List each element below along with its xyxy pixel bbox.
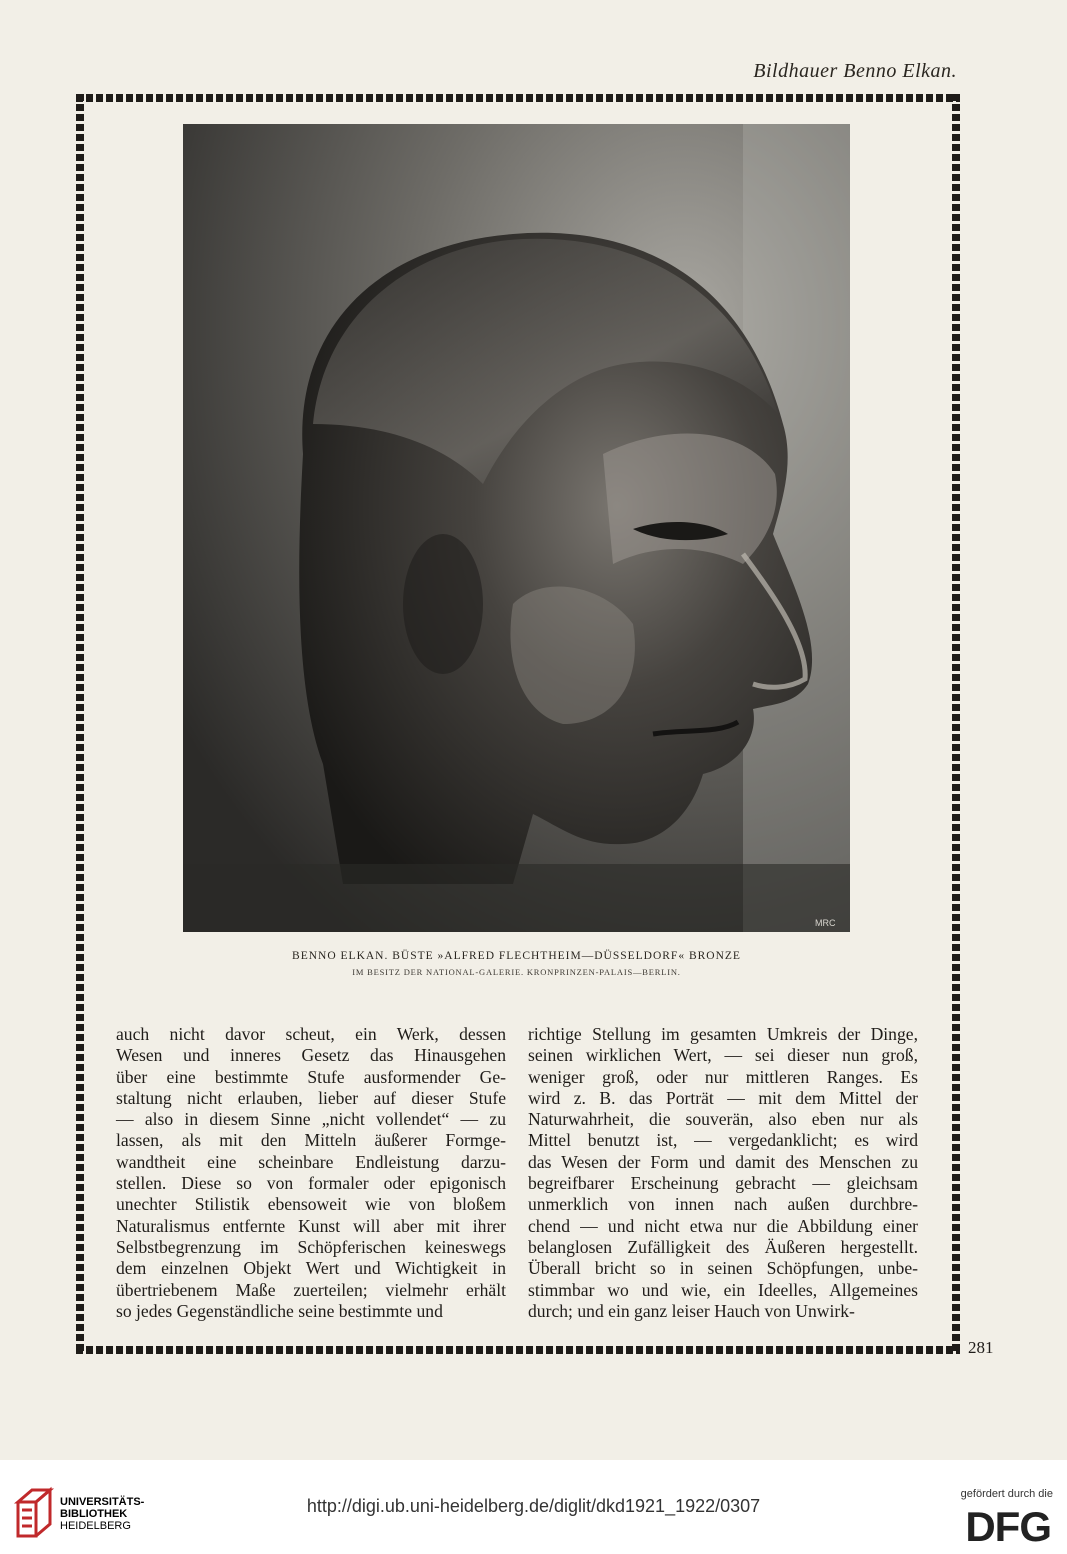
text-line: belanglosen Zufälligkeit des Äußeren hergestellt. — [528, 1236, 918, 1257]
text-line: Selbstbegrenzung im Schöpferischen keineswegs — [116, 1236, 506, 1257]
photo-monogram: MRC — [815, 918, 836, 928]
text-line: Mittel benutzt ist, — vergedanklicht; es wird — [528, 1130, 918, 1151]
frame-bottom-border — [76, 1346, 960, 1354]
text-line: lassen, als mit den Mitteln äußerer Formge- — [116, 1130, 506, 1151]
frame-top-border — [76, 94, 960, 102]
text-line: wird z. B. das Porträt — mit dem Mittel der — [528, 1087, 918, 1108]
funding-note: gefördert durch die — [960, 1488, 1053, 1500]
text-line: — also in diesem Sinne „nicht vollendet“ — zu — [116, 1109, 506, 1130]
library-name-line: BIBLIOTHEK — [60, 1508, 128, 1520]
text-line: stellen. Diese so von formaler oder epigonisch — [116, 1173, 506, 1194]
permalink-url[interactable]: http://digi.ub.uni-heidelberg.de/diglit/dkd1921_1922/0307 — [306, 1496, 761, 1516]
text-line: wandtheit eine scheinbare Endleistung darzu- — [116, 1151, 506, 1172]
text-line: Wesen und inneres Gesetz das Hinausgehen — [116, 1045, 506, 1066]
figure-caption: BENNO ELKAN. BÜSTE »ALFRED FLECHTHEIM—DÜSSELDORF« BRONZE — [292, 950, 741, 962]
text-line: übertriebenem Maße zuerteilen; vielmehr erhält — [116, 1279, 506, 1300]
text-line: chend — und nicht etwa nur die Abbildung einer — [528, 1215, 918, 1236]
text-line: richtige Stellung im gesamten Umkreis der Dinge, — [528, 1024, 918, 1044]
text-line: über eine bestimmte Stufe ausformender Ge- — [116, 1066, 506, 1087]
text-line: Naturalismus entfernte Kunst will aber mit ihrer — [116, 1215, 506, 1236]
text-line: weniger groß, oder nur mittleren Ranges. Es — [528, 1066, 918, 1087]
frame-left-border — [76, 94, 84, 1354]
text-line: Naturwahrheit, die souverän, also eben nur als — [528, 1109, 918, 1130]
text-line: dem einzelnen Objekt Wert und Wichtigkeit in — [116, 1258, 506, 1279]
text-line: das Wesen der Form und damit des Menschen zu — [528, 1151, 918, 1172]
text-line: unechter Stilistik ebensoweit wie von bloßem — [116, 1194, 506, 1215]
frame-right-border — [952, 94, 960, 1354]
library-name-line: HEIDELBERG — [60, 1520, 131, 1532]
figure-subcaption: IM BESITZ DER NATIONAL-GALERIE. KRONPRINZEN-PALAIS—BERLIN. — [352, 967, 681, 977]
text-column-left — [116, 1024, 506, 1322]
text-line: staltung nicht erlauben, lieber auf dieser Stufe — [116, 1087, 506, 1108]
dfg-logo[interactable]: DFG — [965, 1503, 1051, 1550]
running-head: Bildhauer Benno Elkan. — [753, 60, 957, 82]
text-line: Überall bricht so in seinen Schöpfungen, unbe- — [528, 1258, 918, 1279]
text-line: auch nicht davor scheut, ein Werk, dessen — [116, 1024, 506, 1044]
page-number: 281 — [968, 1338, 994, 1357]
text-line: unmerklich von innen nach außen durchbre- — [528, 1194, 918, 1215]
bust-photograph — [183, 124, 850, 932]
text-line: so jedes Gegenständliche seine bestimmte und — [116, 1300, 443, 1321]
text-line: begreifbarer Erscheinung gebracht — gleichsam — [528, 1173, 918, 1194]
bust-illustration — [183, 124, 850, 932]
text-line: durch; und ein ganz leiser Hauch von Unwirk- — [528, 1300, 855, 1321]
text-column-right — [528, 1024, 918, 1322]
text-line: seinen wirklichen Wert, — sei dieser nun groß, — [528, 1045, 918, 1066]
text-line: stimmbar wo und wie, ein Ideelles, Allgemeines — [528, 1279, 918, 1300]
library-name-line: UNIVERSITÄTS- — [60, 1496, 145, 1508]
